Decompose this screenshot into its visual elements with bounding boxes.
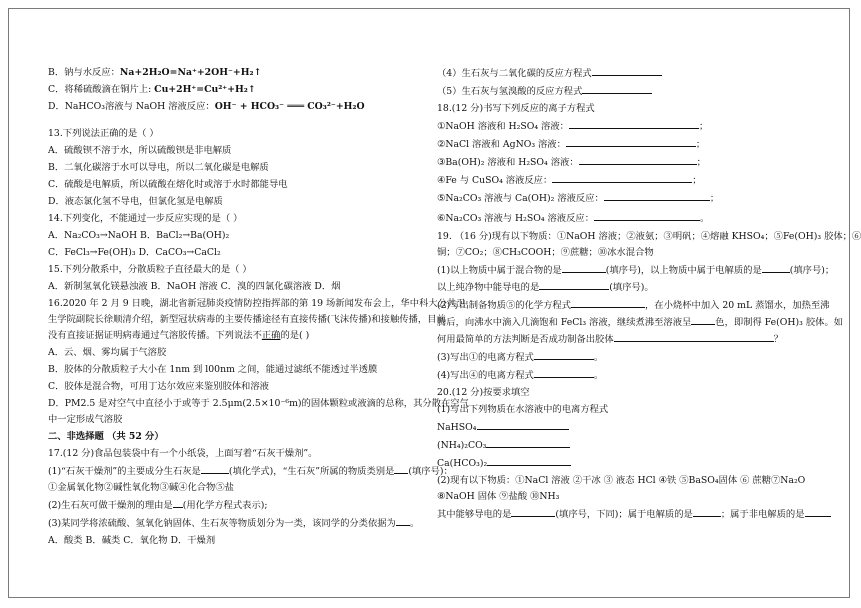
answer-blank[interactable] — [693, 507, 721, 517]
line-text: ①金属氧化物②碱性氧化物③碱④化合物⑤盐 — [48, 482, 234, 493]
right-line — [437, 66, 813, 80]
line-text: ；属于非电解质的是 — [720, 509, 805, 520]
answer-blank[interactable] — [201, 464, 229, 474]
line-text: (填序号)； — [789, 265, 835, 276]
answer-blank[interactable] — [592, 66, 662, 76]
answer-blank[interactable] — [614, 332, 774, 342]
answer-blank[interactable] — [486, 438, 570, 448]
line-text: (2)写出制备物质⑤的化学方程式 — [437, 300, 572, 311]
line-text: A．Na₂CO₃→NaOH B．BaCl₂→Ba(OH)₂ — [48, 230, 230, 241]
line-text: (1)写出下列物质在水溶液中的电离方程式 — [437, 404, 609, 415]
line-text: 的是( ) — [280, 330, 310, 341]
right-line — [437, 137, 813, 151]
answer-blank[interactable] — [173, 498, 183, 508]
answer-blank[interactable] — [582, 84, 652, 94]
line-text: B．胶体的分散质粒子大小在 1nm 到 l00nm 之间，能通过滤纸不能透过半透膜 — [48, 364, 378, 375]
answer-blank[interactable] — [569, 119, 699, 129]
left-line — [48, 516, 426, 530]
right-line — [437, 403, 813, 416]
line-text: C．硫酸是电解质，所以硫酸在熔化时或溶于水时都能导电 — [48, 179, 288, 190]
left-line — [48, 329, 426, 342]
answer-blank[interactable] — [477, 420, 569, 430]
left-line — [48, 380, 426, 393]
left-line — [48, 100, 426, 113]
line-text: ； — [698, 121, 709, 132]
left-line — [48, 263, 426, 276]
right-line — [437, 119, 813, 133]
right-line — [437, 386, 813, 399]
answer-blank[interactable] — [594, 211, 700, 221]
line-text: （5）生石灰与氢溴酸的反应方程式 — [437, 86, 583, 97]
line-text: 。 — [409, 518, 420, 529]
right-line — [437, 350, 813, 364]
left-line — [48, 413, 426, 426]
line-text: D．液态氯化氢不导电，但氯化氢是电解质 — [48, 196, 223, 207]
line-text: 铜；⑦CO₂；⑧CH₃COOH；⑨蔗糖；⑩冰水混合物 — [437, 247, 654, 258]
answer-blank[interactable] — [534, 350, 594, 360]
right-line — [437, 263, 835, 277]
left-line — [48, 346, 426, 359]
line-text: ⑤Na₂CO₃ 溶液与 Ca(OH)₂ 溶液反应： — [437, 193, 604, 204]
right-line — [437, 102, 813, 115]
line-text: C．将稀硫酸滴在铜片上: — [48, 84, 155, 95]
right-line — [437, 438, 813, 452]
line-text: (4)写出④的电离方程式 — [437, 370, 534, 381]
line-text: 13.下列说法正确的是（ ） — [48, 128, 159, 139]
left-line — [48, 313, 446, 326]
answer-blank[interactable] — [534, 368, 594, 378]
left-line — [48, 246, 426, 259]
line-text: ； — [692, 175, 702, 186]
line-text: 17.(12 分)食品包装袋中有一个小纸袋，上面写着“石灰干燥剂”。 — [48, 448, 318, 459]
line-text: 色，即制得 Fe(OH)₃ 胶体。如 — [715, 317, 844, 328]
line-text: NaHSO₄ — [437, 422, 477, 433]
line-text: B．钠与水反应： — [48, 67, 120, 78]
left-line — [48, 161, 426, 174]
left-line — [48, 280, 426, 293]
line-text: 19. （16 分)现有以下物质：①NaOH 溶液；②液氨；③明矾；④熔融 KHSO₄；⑤Fe(OH)₃ 胶体；⑥ — [437, 231, 861, 242]
left-line — [48, 464, 453, 478]
answer-blank[interactable] — [604, 191, 710, 201]
line-text: A．硫酸钡不溶于水，所以硫酸钡是非电解质 — [48, 145, 232, 156]
line-text: 20.(12 分)按要求填空 — [437, 387, 530, 398]
equation-text: OH⁻ + HCO₃⁻ ═══ CO₃²⁻+H₂O — [214, 101, 365, 112]
answer-blank[interactable] — [571, 298, 645, 308]
answer-blank[interactable] — [805, 507, 831, 517]
line-text: 以上纯净物中能导电的是 — [437, 282, 540, 293]
right-line — [437, 298, 830, 312]
line-text: C．FeCl₃→Fe(OH)₃ D．CaCO₃→CaCl₂ — [48, 247, 221, 258]
right-line — [437, 456, 813, 470]
line-text: (填序号)。 — [609, 282, 654, 293]
right-line — [437, 246, 813, 259]
line-text: 中一定形成气溶胶 — [48, 414, 123, 425]
right-line — [437, 507, 813, 521]
left-line — [48, 430, 426, 443]
line-text: (3)某同学将浓硫酸、氢氧化钠固体、生石灰等物质划分为一类，该同学的分类依据为 — [48, 518, 396, 529]
underlined-text: 正确 — [261, 330, 281, 341]
left-line — [48, 195, 426, 208]
left-line — [48, 397, 469, 410]
right-line — [437, 155, 813, 169]
left-line — [48, 297, 466, 310]
left-line — [48, 144, 426, 157]
line-text: (填序号)，以上物质中属于电解质的是 — [605, 265, 762, 276]
left-line — [48, 498, 426, 512]
left-line — [48, 229, 426, 242]
left-line — [48, 447, 426, 460]
left-line — [48, 178, 426, 191]
line-text: ⑥Na₂CO₃ 溶液与 H₂SO₄ 溶液反应： — [437, 213, 594, 224]
right-line — [437, 173, 813, 187]
answer-blank[interactable] — [394, 464, 408, 474]
right-line — [437, 368, 813, 382]
line-text: ； — [696, 157, 706, 168]
line-text: C．胶体是混合物，可用丁达尔效应来鉴别胶体和溶液 — [48, 381, 269, 392]
answer-blank[interactable] — [562, 263, 606, 273]
right-column — [437, 66, 861, 521]
line-text: ，在小烧杯中加入 20 mL 蒸馏水，加热至沸 — [645, 300, 830, 311]
answer-blank[interactable] — [552, 173, 692, 183]
answer-blank[interactable] — [396, 516, 410, 526]
answer-blank[interactable] — [487, 456, 571, 466]
line-text: ④Fe 与 CuSO₄ 溶液反应： — [437, 175, 553, 186]
line-text: A．新制氢氧化镁悬浊液 B．NaOH 溶液 C．溴的四氯化碳溶液 D．烟 — [48, 281, 341, 292]
line-text: (2)现有以下物质：①NaCl 溶液 ②干冰 ③ 液态 HCl ④铁 ⑤BaSO₄固体 ⑥ 蔗糖⑦Na₂O — [437, 475, 806, 486]
left-line — [48, 212, 426, 225]
line-text: ； — [709, 193, 720, 204]
right-line — [437, 490, 813, 503]
line-text: (2)生石灰可做干燥剂的理由是 — [48, 500, 173, 511]
right-line — [437, 211, 813, 225]
equation-text: Cu+2H⁺=Cu²⁺+H₂↑ — [154, 84, 256, 95]
line-text: D．NaHCO₃溶液与 NaOH 溶液反应： — [48, 101, 215, 112]
line-text: （4）生石灰与二氧化碳的反应方程式 — [437, 68, 592, 79]
line-text: (用化学方程式表示); — [182, 500, 268, 511]
line-text: ？ — [773, 334, 783, 345]
line-text: ； — [695, 139, 706, 150]
line-text: 何用最简单的方法判断是否成功制备出胶体 — [437, 334, 614, 345]
left-line — [48, 127, 426, 140]
line-text: (3)写出①的电离方程式 — [437, 352, 534, 363]
line-text: 生学院副院长徐顺清介绍，新型冠状病毒的主要传播途径有直接传播(飞沫传播)和接触传播，目前 — [48, 314, 446, 325]
left-line — [48, 83, 426, 96]
line-text: 。 — [700, 213, 710, 224]
line-text: (NH₄)₂CO₃ — [437, 440, 487, 451]
answer-blank[interactable] — [691, 315, 715, 325]
line-text: 其中能够导电的是 — [437, 509, 512, 520]
line-text: 18.(12 分)书写下列反应的离子方程式 — [437, 103, 595, 114]
left-line — [48, 534, 426, 547]
answer-blank[interactable] — [762, 263, 790, 273]
right-line — [437, 280, 813, 294]
right-line — [437, 332, 813, 346]
line-text: 14.下列变化，不能通过一步反应实现的是（ ） — [48, 213, 243, 224]
line-text: ③Ba(OH)₂ 溶液和 H₂SO₄ 溶液： — [437, 157, 579, 168]
line-text: 腾后，向沸水中滴入几滴饱和 FeCl₃ 溶液，继续煮沸至溶液呈 — [437, 317, 692, 328]
answer-blank[interactable] — [579, 155, 697, 165]
line-text: A．云、烟、雾均属于气溶胶 — [48, 347, 167, 358]
answer-blank[interactable] — [566, 137, 696, 147]
line-text: (1)以上物质中属于混合物的是 — [437, 265, 562, 276]
answer-blank[interactable] — [539, 280, 609, 290]
right-line — [437, 474, 813, 487]
line-text: A．酸类 B．碱类 C．氧化物 D．干燥剂 — [48, 535, 216, 546]
line-text: (1)“石灰干燥剂”的主要成分生石灰是 — [48, 466, 201, 477]
line-text: 没有直接证据证明病毒通过气溶胶传播。下列说法不 — [48, 330, 262, 341]
line-text: D．PM2.5 是对空气中直径小于或等于 2.5μm(2.5×10⁻⁶m)的固体颗粒或液滴的总称，其分散在空气 — [48, 398, 469, 409]
line-text: 。 — [593, 352, 604, 363]
line-text: (填序号)： — [408, 466, 453, 477]
left-line — [48, 363, 426, 376]
line-text: ②NaCl 溶液和 AgNO₃ 溶液： — [437, 139, 566, 150]
line-text: 16.2020 年 2 月 9 日晚，湖北省新冠肺炎疫情防控指挥部的第 19 场新闻发布会上，华中科大公共卫 — [48, 298, 466, 309]
line-text: B．二氧化碳溶于水可以导电，所以二氧化碳是电解质 — [48, 162, 269, 173]
line-text: ①NaOH 溶液和 H₂SO₄ 溶液： — [437, 121, 569, 132]
left-line — [48, 481, 426, 494]
right-line — [437, 420, 813, 434]
line-text: 。 — [593, 370, 604, 381]
right-line — [437, 315, 844, 329]
right-line — [437, 230, 861, 243]
equation-text: Na+2H₂O=Na⁺+2OH⁻+H₂↑ — [119, 67, 262, 78]
answer-blank[interactable] — [511, 507, 555, 517]
line-text: ⑧NaOH 固体 ⑨盐酸 ⑩NH₃ — [437, 491, 560, 502]
left-line — [48, 66, 426, 79]
line-text: (填序号，下同)；属于电解质的是 — [555, 509, 693, 520]
line-text: 15.下列分散系中，分散质粒子直径最大的是（ ） — [48, 264, 252, 275]
right-line — [437, 84, 813, 98]
right-line — [437, 191, 813, 205]
line-text: 二、非选择题 （共 52 分） — [48, 431, 164, 442]
line-text: (填化学式)，“生石灰”所属的物质类别是 — [228, 466, 395, 477]
line-text: Ca(HCO₃)₂ — [437, 458, 488, 469]
